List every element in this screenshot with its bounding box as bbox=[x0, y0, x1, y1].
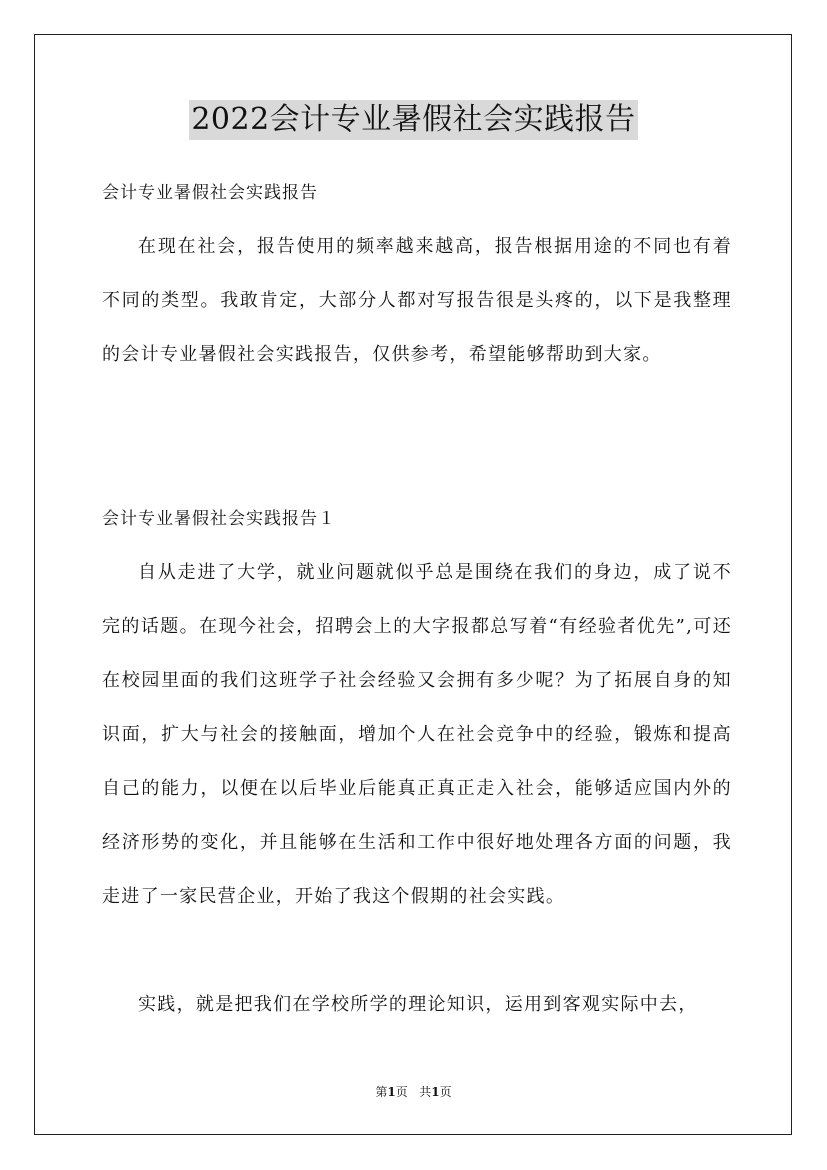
footer-page-number: 1 bbox=[387, 1085, 396, 1099]
body-paragraph-2: 实践，就是把我们在学校所学的理论知识，运用到客观实际中去， bbox=[138, 994, 698, 1015]
intro-paragraph: 在现在社会，报告使用的频率越来越高，报告根据用途的不同也有着不同的类型。我敢肯定，大部分人都对写报告很是头疼的，以下是我整理的会计专业暑假社会实践报告，仅供参考，希望能够帮助到大家。 bbox=[102, 236, 732, 365]
document-title: 2022会计专业暑假社会实践报告 bbox=[189, 100, 637, 140]
footer-total-prefix: 共 bbox=[419, 1085, 432, 1099]
footer-prefix: 第 bbox=[375, 1085, 388, 1099]
footer-total-unit: 页 bbox=[439, 1085, 452, 1099]
title-container bbox=[0, 100, 827, 140]
footer-page-unit: 页 bbox=[395, 1085, 408, 1099]
body-paragraph-1: 自从走进了大学，就业问题就似乎总是围绕在我们的身边，成了说不完的话题。在现今社会，招聘会上的大字报都总写着“有经验者优先”,可还在校园里面的我们这班学子社会经验又会拥有多少呢？为了拓展自身的知识面，扩大与社会的接触面，增加个人在社会竞争中的经验，锻炼和提高自己的能力，以便在以后毕业后能真正真正走入社会，能够适应国内外的经济形势的变化，并且能够在生活和工作中很好地处理各方面的问题，我走进了一家民营企业，开始了我这个假期的社会实践。 bbox=[102, 562, 732, 907]
footer-total-pages: 1 bbox=[431, 1085, 440, 1099]
section-heading-intro: 会计专业暑假社会实践报告 bbox=[102, 183, 318, 203]
section-heading-report-1: 会计专业暑假社会实践报告１ bbox=[102, 509, 336, 529]
page-footer bbox=[0, 1084, 827, 1100]
